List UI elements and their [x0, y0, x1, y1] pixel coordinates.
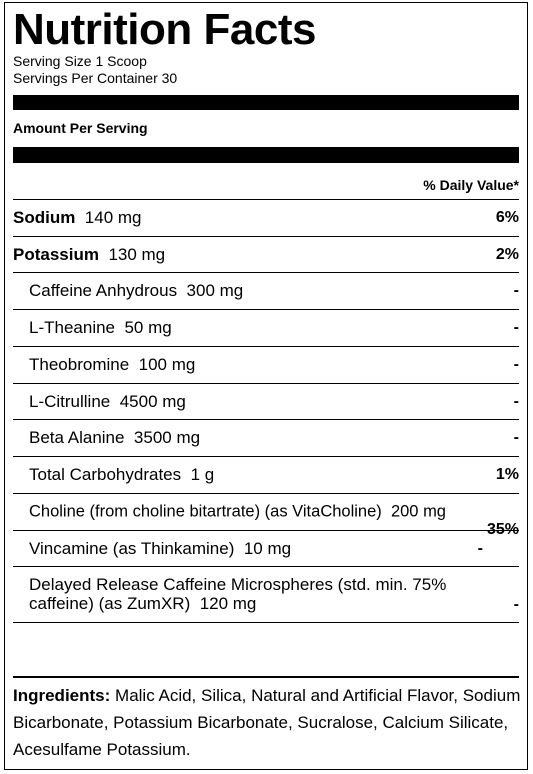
nutrient-label	[29, 281, 243, 301]
nutrient-row-sodium	[13, 200, 519, 237]
nutrient-daily-value: -	[513, 319, 519, 336]
nutrient-label	[13, 245, 165, 265]
ingredients-label: Ingredients:	[13, 686, 111, 705]
nutrient-name: Caffeine Anhydrous	[29, 281, 178, 300]
nutrient-row-beta-alanine	[13, 420, 519, 457]
nutrient-label	[29, 428, 200, 448]
nutrient-row-vincamine	[13, 531, 519, 567]
nutrient-label	[29, 355, 195, 375]
nutrient-amount: 1 g	[190, 465, 215, 484]
nutrient-name: Delayed Release Caffeine Microspheres (std. min. 75% caffeine) (as ZumXR)	[29, 575, 447, 613]
amount-per-serving-label: Amount Per Serving	[13, 120, 148, 136]
nutrient-label	[29, 318, 172, 338]
nutrient-amount: 140 mg	[84, 208, 142, 227]
nutrient-label	[29, 539, 291, 559]
nutrient-label	[29, 392, 186, 412]
daily-value-header: % Daily Value*	[423, 177, 519, 193]
nutrient-name: Vincamine (as Thinkamine)	[29, 538, 235, 558]
nutrient-name: L-Citrulline	[29, 391, 111, 411]
nutrient-row-total-carbohydrates	[13, 457, 519, 494]
nutrient-label	[29, 503, 446, 522]
nutrient-name: Choline (from choline bitartrate) (as VitaCholine)	[29, 502, 382, 521]
nutrient-label	[29, 575, 509, 613]
nutrient-amount: 200 mg	[390, 502, 446, 521]
nutrient-name: Total Carbohydrates	[29, 465, 182, 484]
nutrient-row-choline	[13, 494, 519, 538]
ingredients-text: Malic Acid, Silica, Natural and Artificial Flavor, Sodium Bicarbonate, Potassium Bicarbonate, Sucralose, Calcium Silicate, Acesulfame Potassium.	[13, 686, 521, 759]
nutrient-row-l-theanine	[13, 310, 519, 347]
thick-divider-top	[13, 95, 519, 110]
thick-divider-middle	[13, 147, 519, 163]
nutrient-daily-value: -	[513, 282, 519, 299]
nutrient-daily-value: 2%	[495, 245, 519, 263]
nutrient-amount: 120 mg	[199, 594, 257, 613]
nutrient-name: Beta Alanine	[29, 428, 125, 447]
servings-per-container: Servings Per Container 30	[13, 70, 178, 86]
nutrient-daily-value: 1%	[495, 466, 519, 483]
nutrient-daily-value: -	[513, 596, 519, 613]
daily-value-header-row	[13, 163, 519, 200]
nutrient-name: L-Theanine	[29, 318, 116, 337]
nutrient-name: Theobromine	[29, 355, 130, 374]
nutrient-label	[29, 465, 214, 485]
panel-title: Nutrition Facts	[13, 5, 316, 54]
nutrient-amount: 4500 mg	[119, 391, 186, 411]
nutrient-amount: 300 mg	[186, 281, 244, 300]
nutrient-amount: 130 mg	[108, 244, 166, 264]
nutrient-daily-value: -	[513, 429, 519, 446]
nutrient-label	[13, 208, 142, 228]
nutrition-facts-panel	[4, 2, 528, 770]
nutrient-amount: 100 mg	[138, 355, 196, 374]
nutrient-amount: 50 mg	[124, 318, 172, 337]
nutrient-row-caffeine-anhydrous	[13, 273, 519, 310]
nutrient-name: Sodium	[13, 208, 76, 227]
nutrient-daily-value: -	[477, 539, 483, 557]
nutrient-row-l-citrulline	[13, 384, 519, 420]
nutrient-row-delayed-release-caffeine	[13, 567, 519, 623]
nutrient-row-potassium	[13, 237, 519, 273]
serving-size: Serving Size 1 Scoop	[13, 53, 147, 69]
nutrient-name: Potassium	[13, 244, 99, 264]
ingredients-divider	[13, 676, 519, 678]
nutrient-amount: 10 mg	[243, 538, 292, 558]
ingredients-statement	[13, 682, 523, 763]
nutrient-daily-value: -	[513, 356, 519, 373]
nutrient-amount: 3500 mg	[133, 428, 201, 447]
nutrient-daily-value: -	[513, 392, 519, 410]
nutrient-row-theobromine	[13, 347, 519, 384]
nutrient-daily-value: 6%	[495, 209, 519, 226]
nutrient-daily-value: 35%	[486, 521, 519, 538]
